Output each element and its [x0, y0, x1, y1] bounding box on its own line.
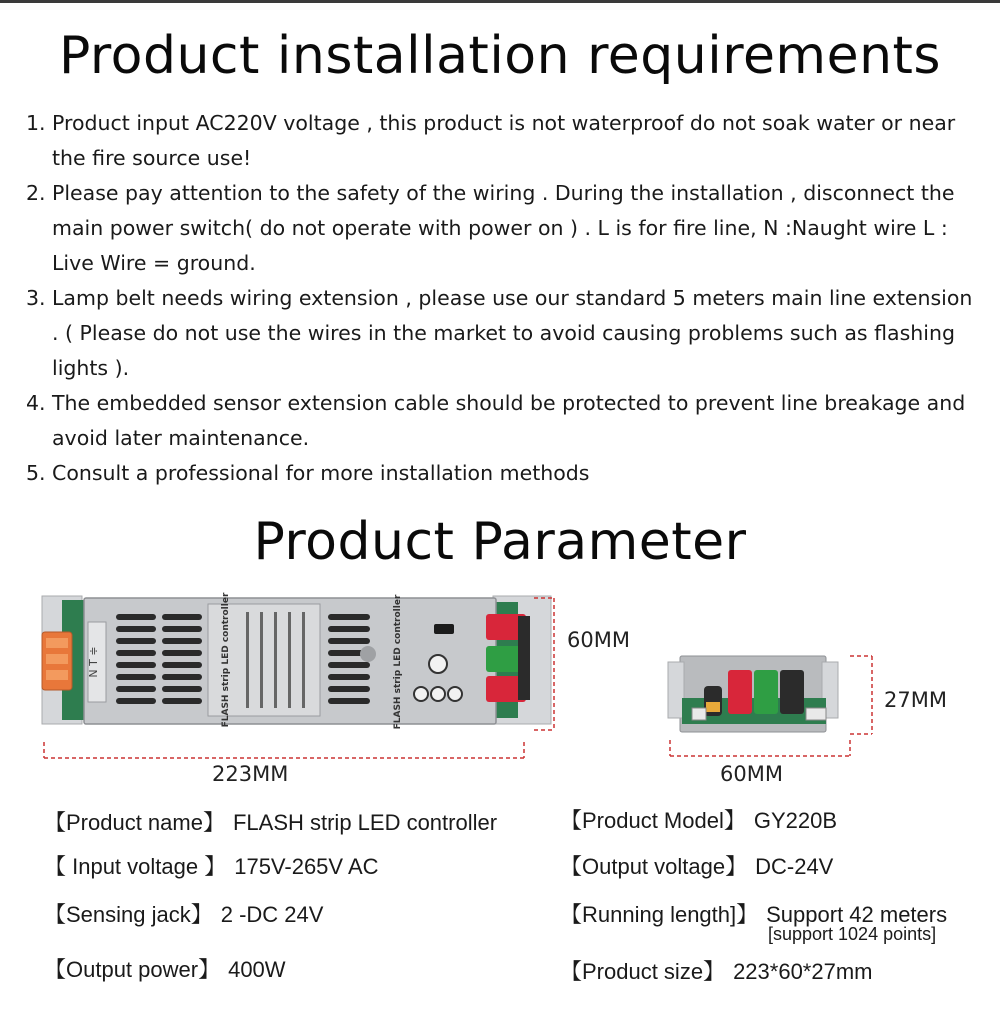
- param-input-voltage: [44, 850, 379, 881]
- param-product-model: [560, 804, 837, 835]
- list-item-text: Lamp belt needs wiring extension , please use our standard 5 meters main line extension . ( Please do not use the wires in the market to avoid causing problems such as flashing lights ).: [52, 286, 973, 380]
- param-running-length-note: [support 1024 points]: [768, 924, 937, 944]
- height-dimension-long: 60MM: [567, 628, 630, 652]
- param-key: 【Product size】: [560, 959, 726, 984]
- param-value: GY220B: [753, 808, 838, 833]
- param-key: 【Product Model】: [560, 808, 746, 833]
- param-output-power: [44, 953, 286, 984]
- device-name-label: FLASH strip LED controller: [221, 592, 231, 728]
- controller-top-view-image: [38, 592, 558, 762]
- list-item-number: 2.: [26, 181, 46, 205]
- list-item-number: 3.: [26, 286, 46, 310]
- list-item-number: 4.: [26, 391, 46, 415]
- list-item: [26, 456, 976, 491]
- param-key: 【Product name】: [44, 810, 225, 835]
- param-value: 175V-265V AC: [234, 854, 379, 879]
- param-value: FLASH strip LED controller: [232, 810, 498, 835]
- param-key: 【 Input voltage 】: [44, 854, 227, 879]
- list-item: [26, 386, 976, 456]
- list-item: [26, 281, 976, 386]
- terminal-label: N T ≑: [87, 646, 100, 678]
- param-sensing-jack: [44, 898, 323, 929]
- param-product-size: [560, 955, 873, 986]
- controller-end-view-image: [664, 650, 878, 762]
- top-divider: [0, 0, 1000, 3]
- list-item-number: 1.: [26, 111, 46, 135]
- device-side-label: FLASH strip LED controller: [393, 594, 403, 730]
- list-item: [26, 106, 976, 176]
- installation-requirements-list: [26, 106, 976, 491]
- param-key: 【Output voltage】: [560, 854, 748, 879]
- list-item-text: Consult a professional for more installation methods: [52, 461, 590, 485]
- length-dimension: 223MM: [212, 762, 289, 786]
- parameter-title: Product Parameter: [253, 512, 747, 572]
- param-value: 400W: [228, 957, 286, 982]
- param-value: DC-24V: [755, 854, 834, 879]
- param-key: 【Sensing jack】: [44, 902, 213, 927]
- param-value: 223*60*27mm: [733, 959, 873, 984]
- installation-title: Product installation requirements: [58, 26, 942, 86]
- param-value: 2 -DC 24V: [220, 902, 324, 927]
- param-key: 【Running length]】: [560, 902, 759, 927]
- list-item-text: The embedded sensor extension cable should be protected to prevent line breakage and avoid later maintenance.: [52, 391, 966, 450]
- param-output-voltage: [560, 850, 833, 881]
- param-key: 【Output power】: [44, 957, 221, 982]
- param-product-name: [44, 806, 497, 837]
- list-item: [26, 176, 976, 281]
- list-item-number: 5.: [26, 461, 46, 485]
- width-dimension: 60MM: [720, 762, 783, 786]
- list-item-text: Product input AC220V voltage , this product is not waterproof do not soak water or near the fire source use!: [52, 111, 956, 170]
- list-item-text: Please pay attention to the safety of the wiring . During the installation , disconnect the main power switch( do not operate with power on ) . L is for fire line, N :Naught wire L : Live Wire = ground.: [52, 181, 955, 275]
- height-dimension-short: 27MM: [884, 688, 947, 712]
- param-value: Support 42 meters: [766, 902, 948, 927]
